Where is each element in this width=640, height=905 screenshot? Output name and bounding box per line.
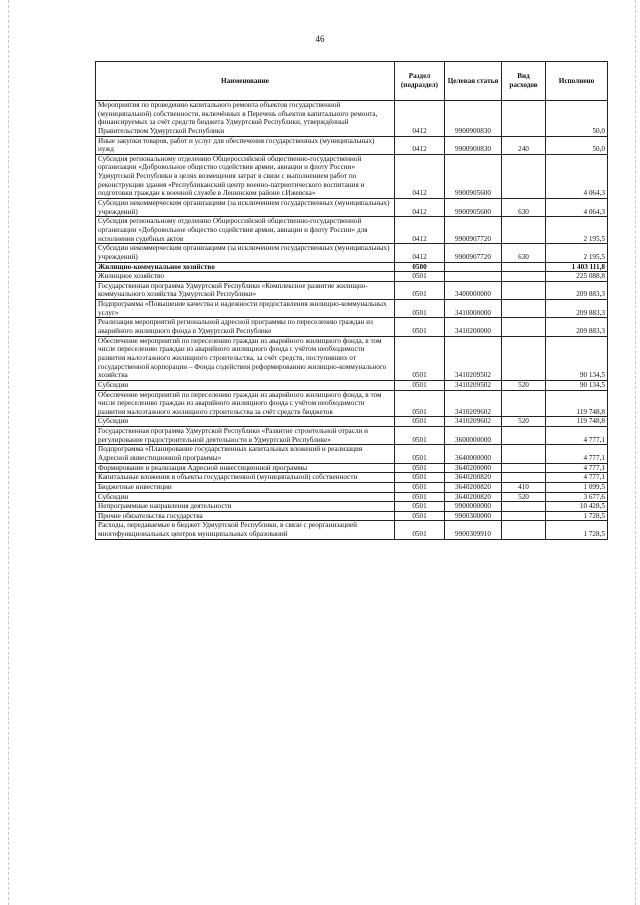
row-name: Расходы, передаваемые в бюджет Удмуртской Республики, в связи с реорганизацией многофункциональных центров муниципальных образований (96, 521, 395, 539)
row-name: Субсидии некоммерческим организациям (за исключением государственных (муниципальных) учреждений) (96, 199, 395, 217)
table-row (96, 136, 608, 154)
row-section: 0501 (395, 521, 445, 539)
row-target: 3410000000 (445, 300, 502, 318)
row-expense-type (502, 154, 546, 198)
table-row (96, 336, 608, 380)
row-executed: 50,0 (546, 101, 608, 137)
header-name: Наименование (96, 62, 395, 101)
row-target: 3410209602 (445, 390, 502, 417)
row-executed: 1 728,5 (546, 521, 608, 539)
table-row (96, 300, 608, 318)
row-section: 0501 (395, 390, 445, 417)
row-section: 0501 (395, 417, 445, 427)
row-expense-type (502, 502, 546, 512)
row-executed: 2 195,5 (546, 244, 608, 262)
row-name: Подпрограмма «Планирование государственных капитальных вложений и реализация Адресной инвестиционной программы» (96, 445, 395, 463)
table-row (96, 463, 608, 473)
row-executed: 4 777,1 (546, 427, 608, 445)
row-section: 0501 (395, 318, 445, 336)
row-expense-type (502, 217, 546, 244)
row-section: 0501 (395, 300, 445, 318)
row-expense-type (502, 521, 546, 539)
row-expense-type (502, 473, 546, 483)
row-section: 0412 (395, 154, 445, 198)
row-section: 0501 (395, 380, 445, 390)
row-name: Жилищное хозяйство (96, 272, 395, 282)
row-name: Капитальные вложения в объекты государственной (муниципальной) собственности (96, 473, 395, 483)
row-executed: 209 883,3 (546, 300, 608, 318)
row-expense-type (502, 463, 546, 473)
row-section: 0412 (395, 101, 445, 137)
row-expense-type (502, 390, 546, 417)
table-row (96, 262, 608, 272)
row-executed: 209 883,3 (546, 281, 608, 299)
row-executed: 119 748,8 (546, 390, 608, 417)
row-section: 0412 (395, 244, 445, 262)
row-name: Обеспечение мероприятий по переселению граждан из аварийного жилищного фонда, в том числе переселению граждан из аварийного жилищного фонда с учётом необходимости развития малоэтажного жилищного строительства за счёт средств бюджетов (96, 390, 395, 417)
row-name: Мероприятия по проведению капитального ремонта объектов государственной (муниципальной) собственности, включённых в Перечень объектов капитального ремонта, финансируемых за счёт средств бюджета Удмуртской Республики, утверждённый Правительством Удмуртской Республики (96, 101, 395, 137)
row-section: 0501 (395, 281, 445, 299)
row-section: 0501 (395, 445, 445, 463)
table-row (96, 380, 608, 390)
row-name: Реализация мероприятий региональной адресной программы по переселению граждан из аварийного жилищного фонда в Удмуртской Республике (96, 318, 395, 336)
row-name: Субсидия региональному отделению Общероссийской общественно-государственной организации «Добровольное общество содействия армии, авиации и флоту России» для исполнения судебных актов (96, 217, 395, 244)
row-executed: 10 428,5 (546, 502, 608, 512)
row-target: 9900907720 (445, 217, 502, 244)
row-target: 3410209602 (445, 417, 502, 427)
row-executed: 225 088,8 (546, 272, 608, 282)
row-expense-type: 630 (502, 244, 546, 262)
row-expense-type: 520 (502, 492, 546, 502)
row-section: 0501 (395, 272, 445, 282)
right-edge-marks (635, 0, 636, 905)
budget-table (95, 61, 608, 540)
table-row (96, 427, 608, 445)
table-row (96, 272, 608, 282)
row-target (445, 272, 502, 282)
table-row (96, 318, 608, 336)
table-row (96, 101, 608, 137)
row-expense-type: 520 (502, 417, 546, 427)
table-row (96, 521, 608, 539)
table-row (96, 244, 608, 262)
row-target: 9900900830 (445, 136, 502, 154)
row-executed: 4 777,1 (546, 445, 608, 463)
row-expense-type (502, 445, 546, 463)
row-target: 9900000000 (445, 502, 502, 512)
row-name: Непрограммные направления деятельности (96, 502, 395, 512)
row-expense-type (502, 262, 546, 272)
row-expense-type (502, 272, 546, 282)
row-target: 9900900830 (445, 101, 502, 137)
row-executed: 1 099,5 (546, 482, 608, 492)
table-row (96, 511, 608, 521)
row-section: 0412 (395, 217, 445, 244)
table-row (96, 281, 608, 299)
row-target: 3410209502 (445, 336, 502, 380)
row-executed: 90 134,5 (546, 380, 608, 390)
row-section: 0501 (395, 502, 445, 512)
row-section: 0501 (395, 463, 445, 473)
row-target: 9900309910 (445, 521, 502, 539)
row-expense-type: 630 (502, 199, 546, 217)
row-expense-type (502, 511, 546, 521)
table-row (96, 473, 608, 483)
row-target: 3410209502 (445, 380, 502, 390)
row-target: 3640000000 (445, 445, 502, 463)
row-expense-type (502, 318, 546, 336)
row-section: 0501 (395, 473, 445, 483)
row-name: Субсидии (96, 492, 395, 502)
table-row (96, 492, 608, 502)
row-target: 3410200000 (445, 318, 502, 336)
row-executed: 209 883,3 (546, 318, 608, 336)
row-target: 3400000000 (445, 281, 502, 299)
left-edge-marks (8, 0, 9, 905)
row-section: 0501 (395, 336, 445, 380)
table-row (96, 417, 608, 427)
row-expense-type: 240 (502, 136, 546, 154)
page-number: 46 (315, 34, 325, 44)
row-executed: 119 748,8 (546, 417, 608, 427)
row-section: 0501 (395, 482, 445, 492)
row-name: Государственная программа Удмуртской Республики «Комплексное развитие жилищно-коммунального хозяйства Удмуртской Республики» (96, 281, 395, 299)
table-row (96, 445, 608, 463)
row-expense-type (502, 300, 546, 318)
row-section: 0501 (395, 427, 445, 445)
row-name: Субсидии (96, 380, 395, 390)
row-expense-type (502, 336, 546, 380)
row-name: Бюджетные инвестиции (96, 482, 395, 492)
header-section: Раздел (подраздел) (395, 62, 445, 101)
row-executed: 2 195,5 (546, 217, 608, 244)
row-target: 3600000000 (445, 427, 502, 445)
row-name: Субсидии некоммерческим организациям (за исключением государственных (муниципальных) учреждений) (96, 244, 395, 262)
row-target: 3640200820 (445, 492, 502, 502)
table-row (96, 502, 608, 512)
table-row (96, 154, 608, 198)
header-target: Целевая статья (445, 62, 502, 101)
table-row (96, 390, 608, 417)
row-target: 9900907720 (445, 244, 502, 262)
row-name: Жилищно-коммунальное хозяйство (96, 262, 395, 272)
table-body (96, 101, 608, 540)
row-executed: 4 777,1 (546, 473, 608, 483)
row-expense-type (502, 427, 546, 445)
table-row (96, 482, 608, 492)
row-section: 0501 (395, 492, 445, 502)
row-executed: 4 777,1 (546, 463, 608, 473)
row-section: 0412 (395, 136, 445, 154)
row-section: 0412 (395, 199, 445, 217)
row-target: 3640200000 (445, 463, 502, 473)
row-executed: 3 677,6 (546, 492, 608, 502)
row-executed: 4 064,3 (546, 199, 608, 217)
row-target: 9900905600 (445, 199, 502, 217)
row-name: Субсидия региональному отделению Общероссийской общественно-государственной организации «Добровольное общество содействия армии, авиации и флоту России» Удмуртской Республики в целях возмещения затрат в связи с выполнением работ по реконструкции здания «Республиканский центр военно-патриотического воспитания и подготовки граждан к военной службе в Ленинском районе г.Ижевска» (96, 154, 395, 198)
row-target: 3640200820 (445, 482, 502, 492)
row-name: Подпрограмма «Повышение качества и надежности предоставления жилищно-коммунальных услуг» (96, 300, 395, 318)
row-section: 0500 (395, 262, 445, 272)
table-row (96, 217, 608, 244)
row-name: Субсидии (96, 417, 395, 427)
row-target: 9900300000 (445, 511, 502, 521)
row-expense-type: 410 (502, 482, 546, 492)
row-expense-type (502, 281, 546, 299)
row-name: Иные закупки товаров, работ и услуг для обеспечения государственных (муниципальных) нужд (96, 136, 395, 154)
row-target: 9900905600 (445, 154, 502, 198)
header-expense-type: Вид расходов (502, 62, 546, 101)
row-target (445, 262, 502, 272)
row-executed: 1 728,5 (546, 511, 608, 521)
row-section: 0501 (395, 511, 445, 521)
row-executed: 50,0 (546, 136, 608, 154)
row-name: Формирование и реализация Адресной инвестиционной программы (96, 463, 395, 473)
row-name: Государственная программа Удмуртской Республики «Развитие строительной отрасли и регулирование градостроительной деятельности в Удмуртской Республике» (96, 427, 395, 445)
header-executed: Исполнено (546, 62, 608, 101)
row-name: Обеспечение мероприятий по переселению граждан из аварийного жилищного фонда, в том числе переселению граждан из аварийного жилищного фонда с учётом необходимости развития малоэтажного жилищного строительства, за счёт средств, поступивших от государственной корпорации – Фонда содействия реформированию жилищно-коммунального хозяйства (96, 336, 395, 380)
row-executed: 1 403 111,8 (546, 262, 608, 272)
row-expense-type: 520 (502, 380, 546, 390)
row-executed: 90 134,5 (546, 336, 608, 380)
table-row (96, 199, 608, 217)
row-target: 3640200820 (445, 473, 502, 483)
row-executed: 4 064,3 (546, 154, 608, 198)
table-header-row (96, 62, 608, 101)
row-expense-type (502, 101, 546, 137)
row-name: Прочие обязательства государства (96, 511, 395, 521)
